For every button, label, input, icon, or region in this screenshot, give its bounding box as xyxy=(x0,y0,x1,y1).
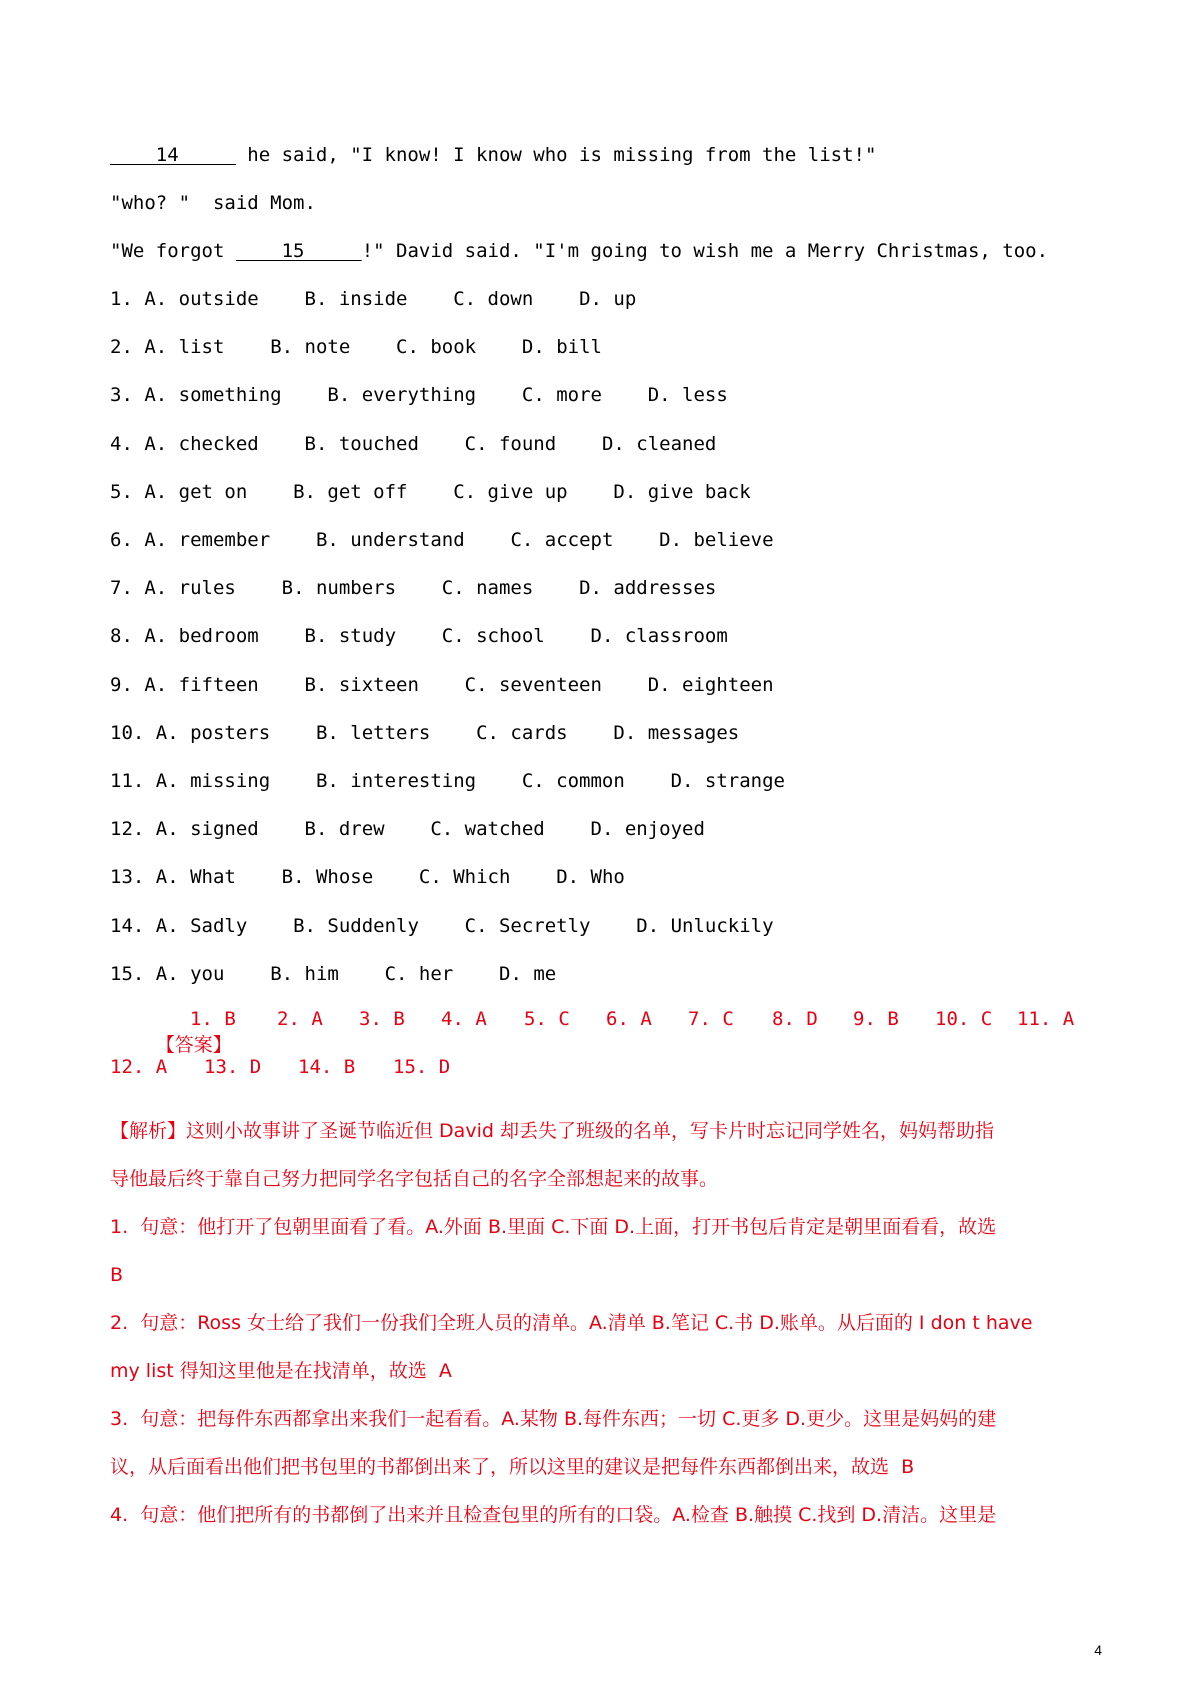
option-b: B. interesting xyxy=(315,770,477,792)
question-row xyxy=(110,286,636,312)
option-d: D. classroom xyxy=(590,625,728,648)
option-c: C. more xyxy=(521,384,602,407)
blank-14: 14 xyxy=(110,144,236,166)
question-number: 5. xyxy=(110,480,133,503)
question-row xyxy=(110,720,739,746)
story-text: "We forgot xyxy=(110,240,236,262)
option-d: D. believe xyxy=(659,529,774,551)
explanation-2a: 2. 句意：Ross 女士给了我们一份我们全班人员的清单。A.清单 B.笔记 C.书 D.账单。从后面的 I don t have xyxy=(110,1312,1033,1334)
answer-item: 7. C xyxy=(688,1008,734,1030)
question-row xyxy=(110,768,785,794)
question-number: 12. xyxy=(110,818,145,841)
option-a: A. posters xyxy=(155,721,271,744)
story-text: he said, "I know! I know who is missing from the list!" xyxy=(235,144,877,166)
option-b: B. drew xyxy=(304,818,385,841)
option-c: C. her xyxy=(384,962,454,985)
option-c: C. Secretly xyxy=(464,914,591,937)
option-a: A. Sadly xyxy=(155,914,248,937)
option-c: C. cards xyxy=(476,721,568,744)
explanation-1a: 1. 句意：他打开了包朝里面看了看。A.外面 B.里面 C.下面 D.上面，打开书包后肯定是朝里面看看，故选 xyxy=(110,1216,997,1238)
question-row xyxy=(110,864,625,890)
question-row xyxy=(110,479,751,505)
option-d: D. me xyxy=(499,962,557,985)
option-d: D. less xyxy=(647,384,728,407)
option-a: A. list xyxy=(144,336,225,359)
option-c: C. found xyxy=(464,432,557,455)
question-row xyxy=(110,527,774,553)
option-b: B. letters xyxy=(315,721,431,744)
question-number: 9. xyxy=(110,673,133,696)
option-d: D. enjoyed xyxy=(590,818,705,841)
answer-item: 5. C xyxy=(524,1008,570,1030)
answer-item: 10. C xyxy=(935,1008,993,1030)
option-a: A. something xyxy=(144,384,282,407)
option-b: B. study xyxy=(304,625,397,648)
question-number: 7. xyxy=(110,577,133,600)
explanation-1b: B xyxy=(110,1264,124,1286)
option-c: C. school xyxy=(441,625,545,648)
story-line-3 xyxy=(110,238,1048,264)
option-d: D. Unluckily xyxy=(636,914,774,937)
option-c: C. down xyxy=(453,288,534,310)
option-c: C. watched xyxy=(430,818,545,841)
question-row xyxy=(110,431,716,457)
option-a: A. remember xyxy=(144,529,271,551)
option-a: A. signed xyxy=(155,818,259,841)
option-c: C. seventeen xyxy=(464,673,602,696)
question-number: 13. xyxy=(110,866,145,889)
question-number: 8. xyxy=(110,625,133,648)
answer-item: 6. A xyxy=(606,1008,652,1030)
question-row xyxy=(110,816,705,842)
option-c: C. names xyxy=(441,577,534,600)
option-d: D. up xyxy=(579,288,637,310)
story-text: !" David said. "I'm going to wish me a Merry Christmas, too. xyxy=(361,240,1049,262)
option-d: D. bill xyxy=(521,336,602,359)
option-d: D. eighteen xyxy=(647,673,774,696)
answer-item: 9. B xyxy=(853,1008,899,1030)
option-b: B. him xyxy=(270,962,339,985)
explanation-3b: 议，从后面看出他们把书包里的书都倒出来了，所以这里的建议是把每件东西都倒出来，故选 B xyxy=(110,1456,915,1478)
blank-15: 15 xyxy=(235,240,362,262)
answer-item: 8. D xyxy=(772,1008,818,1030)
option-c: C. common xyxy=(521,770,625,792)
option-a: A. What xyxy=(155,866,236,889)
option-a: A. outside xyxy=(144,288,259,310)
option-d: D. cleaned xyxy=(601,432,717,455)
question-number: 11. xyxy=(110,770,145,792)
option-b: B. Suddenly xyxy=(293,914,419,937)
option-d: D. give back xyxy=(613,480,751,503)
question-number: 2. xyxy=(110,336,133,359)
question-number: 3. xyxy=(110,384,133,407)
answer-item: 11. A xyxy=(1017,1008,1075,1030)
option-a: A. bedroom xyxy=(144,625,259,648)
analysis-intro-2: 导他最后终于靠自己努力把同学名字包括自己的名字全部想起来的故事。 xyxy=(110,1168,719,1190)
page-number: 4 xyxy=(1094,1642,1102,1658)
option-a: A. you xyxy=(155,962,225,985)
option-b: B. get off xyxy=(293,480,408,503)
analysis-label: 【解析】 xyxy=(110,1120,187,1142)
question-row xyxy=(110,913,774,939)
answer-item: 13. D xyxy=(204,1056,262,1078)
option-b: B. Whose xyxy=(281,866,374,889)
question-number: 6. xyxy=(110,529,133,551)
question-row xyxy=(110,961,556,987)
answer-item: 12. A xyxy=(110,1056,168,1078)
question-row xyxy=(110,672,774,698)
explanation-2b: my list 得知这里他是在找清单，故选 A xyxy=(110,1360,452,1382)
option-d: D. messages xyxy=(613,721,740,744)
explanation-4a: 4. 句意：他们把所有的书都倒了出来并且检查包里的所有的口袋。A.检查 B.触摸 C.找到 D.清洁。这里是 xyxy=(110,1504,997,1526)
option-c: C. Which xyxy=(418,866,511,889)
option-b: B. numbers xyxy=(281,577,397,600)
option-b: B. everything xyxy=(327,384,477,407)
option-b: B. sixteen xyxy=(304,673,419,696)
question-row xyxy=(110,623,728,649)
option-b: B. understand xyxy=(315,529,465,551)
option-b: B. inside xyxy=(304,288,408,310)
answer-label: 【答案】 xyxy=(155,1034,232,1056)
explanation-3a: 3. 句意：把每件东西都拿出来我们一起看看。A.某物 B.每件东西；一切 C.更多 D.更少。这里是妈妈的建 xyxy=(110,1408,997,1430)
answer-item: 4. A xyxy=(441,1008,487,1030)
question-number: 10. xyxy=(110,721,145,744)
option-a: A. missing xyxy=(155,770,271,792)
option-c: C. give up xyxy=(453,480,568,503)
answer-item: 15. D xyxy=(393,1056,451,1078)
question-number: 14. xyxy=(110,914,145,937)
story-line-1 xyxy=(110,142,876,168)
option-d: D. strange xyxy=(670,770,785,792)
answer-item: 2. A xyxy=(277,1008,323,1030)
option-c: C. accept xyxy=(510,529,614,551)
story-line-2: "who? " said Mom. xyxy=(110,192,316,214)
option-a: A. checked xyxy=(144,432,259,455)
question-number: 4. xyxy=(110,432,133,455)
question-row xyxy=(110,382,728,408)
question-row xyxy=(110,575,716,601)
answer-item: 3. B xyxy=(359,1008,405,1030)
answer-item: 14. B xyxy=(298,1056,356,1078)
answer-item: 1. B xyxy=(190,1008,236,1030)
question-row xyxy=(110,334,602,360)
option-d: D. Who xyxy=(556,866,625,889)
question-number: 15. xyxy=(110,962,145,985)
option-b: B. note xyxy=(270,336,351,359)
option-a: A. fifteen xyxy=(144,673,259,696)
analysis-intro-1 xyxy=(110,1118,994,1144)
option-a: A. rules xyxy=(144,577,236,600)
analysis-text: 这则小故事讲了圣诞节临近但 David 却丢失了班级的名单，写卡片时忘记同学姓名，妈妈帮助指 xyxy=(186,1120,994,1142)
option-d: D. addresses xyxy=(579,577,717,600)
option-c: C. book xyxy=(396,336,477,359)
question-number: 1. xyxy=(110,288,133,310)
option-b: B. touched xyxy=(304,432,419,455)
option-a: A. get on xyxy=(144,480,248,503)
